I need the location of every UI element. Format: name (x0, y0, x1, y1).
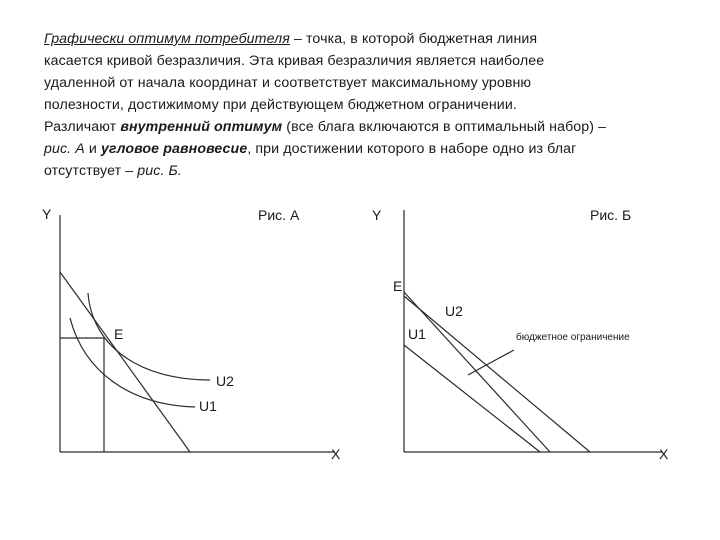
figure-ref-b: рис. Б. (137, 163, 182, 179)
fig-a-y-label: Y (42, 206, 52, 222)
text-line-4: полезности, достижимому при действующем бюджетном ограничении. (44, 97, 517, 113)
fig-a-x-label: X (331, 446, 341, 462)
text-fragment: , при достижении которого в наборе одно из благ (247, 141, 577, 157)
fig-b-budget-pointer (468, 350, 514, 375)
fig-b-x-label: X (659, 446, 669, 462)
text-line-2: касается кривой безразличия. Эта кривая безразличия является наиболее (44, 53, 545, 69)
term-corner-equilibrium: угловое равновесие (100, 141, 248, 157)
definition-rest: – точка, в которой бюджетная линия (289, 31, 538, 47)
text-fragment: (все блага включаются в оптимальный набор) – (282, 119, 607, 135)
fig-b-curve-u1 (404, 345, 540, 452)
figure-b (404, 210, 662, 452)
fig-a-title: Рис. А (258, 207, 300, 223)
text-fragment: Различают (44, 119, 121, 135)
fig-b-y-label: Y (372, 207, 382, 223)
fig-b-curve-u2 (404, 296, 590, 452)
fig-b-u1-label: U1 (408, 326, 426, 342)
fig-b-u2-label: U2 (445, 303, 463, 319)
fig-b-budget-label: бюджетное ограничение (516, 332, 630, 343)
text-fragment: и (84, 141, 101, 157)
figure-ref-a: рис. А (44, 141, 85, 157)
fig-b-budget-line (404, 292, 550, 452)
text-line-3: удаленной от начала координат и соответствует максимальному уровню (44, 75, 532, 91)
fig-a-u1-label: U1 (199, 398, 217, 414)
definition-term: Графически оптимум потребителя (44, 31, 290, 47)
text-fragment: отсутствует – (44, 163, 138, 179)
fig-a-u2-label: U2 (216, 373, 234, 389)
fig-b-title: Рис. Б (590, 207, 632, 223)
fig-a-budget-line (60, 272, 190, 452)
figure-a (60, 215, 335, 452)
fig-b-point-label: E (393, 278, 403, 294)
term-internal-optimum: внутренний оптимум (120, 119, 283, 135)
fig-a-point-label: E (114, 326, 124, 342)
